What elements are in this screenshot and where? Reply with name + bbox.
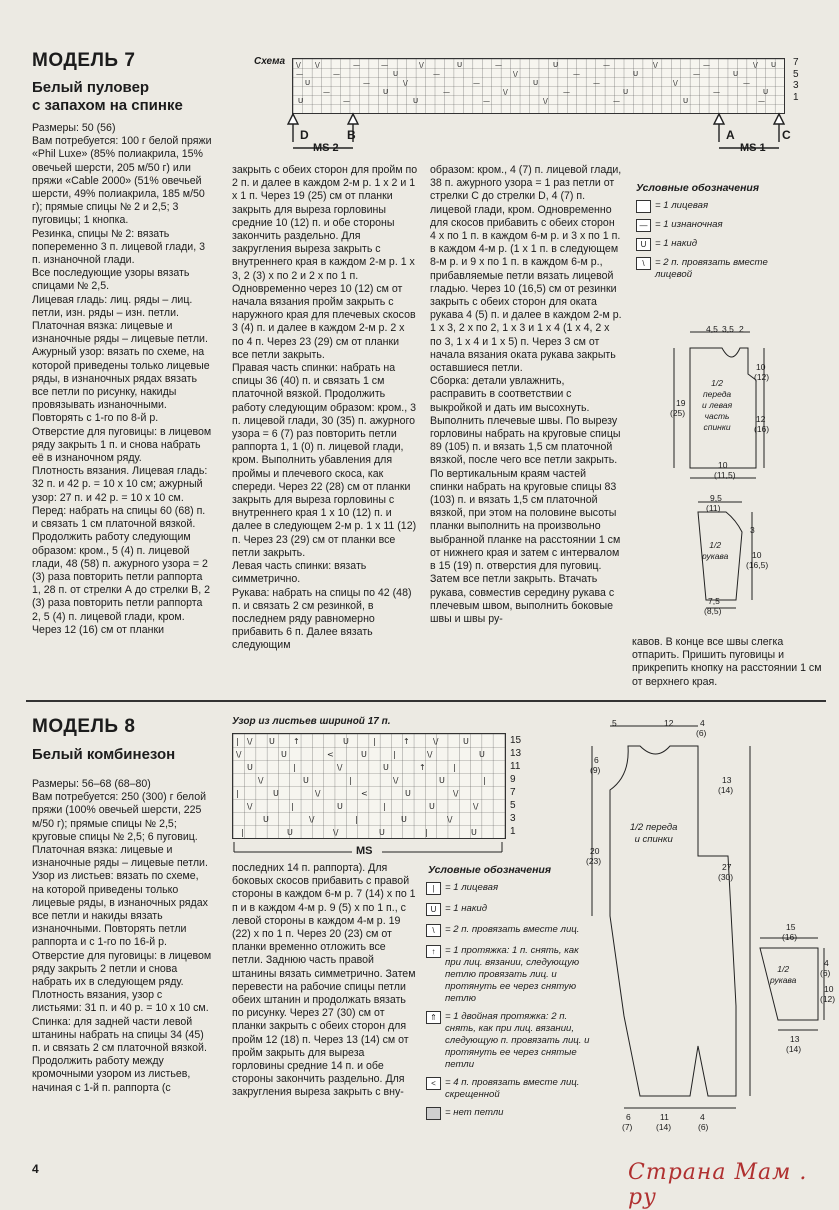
body-bottom-dim: (6) <box>698 1122 709 1132</box>
body-top-dim: 4 <box>700 718 705 728</box>
model8-chart-title: Узор из листьев шириной 17 п. <box>232 716 391 727</box>
svg-text:—: — <box>703 61 710 69</box>
k2tog-symbol-icon: \ <box>636 257 651 270</box>
svg-text:U: U <box>401 815 407 824</box>
body-right-dim: 27 <box>722 862 732 872</box>
svg-text:U: U <box>298 97 304 105</box>
page-number: 4 <box>32 1162 39 1176</box>
body-right-dim: 13 <box>722 775 732 785</box>
model8-subtitle: Белый комбинезон <box>32 746 176 763</box>
svg-text:\/: \/ <box>393 776 399 785</box>
svg-text:—: — <box>693 70 700 78</box>
svg-text:—: — <box>323 88 330 96</box>
body-bottom-dim: (7) <box>622 1122 633 1132</box>
svg-text:U: U <box>263 815 269 824</box>
svg-text:\/: \/ <box>315 61 320 69</box>
ms1-label: MS 1 <box>740 142 766 154</box>
sleeve-bottom-dim: (8,5) <box>704 606 722 616</box>
ms2-label: MS 2 <box>313 142 339 154</box>
svg-text:\/: \/ <box>473 802 479 811</box>
svg-text:U: U <box>553 61 559 69</box>
sleeve-right-dim: 10 <box>752 550 762 560</box>
body-bottom-dim: 6 <box>626 1112 631 1122</box>
legend-item: \ = 2 п. провязать вместе лицевой <box>636 257 826 281</box>
svg-text:\/: \/ <box>309 815 315 824</box>
svg-text:U: U <box>269 737 275 746</box>
svg-text:\/: \/ <box>653 61 658 69</box>
legend-item: — = 1 изнаночная <box>636 219 826 232</box>
svg-text:—: — <box>573 70 580 78</box>
model8-legend <box>426 882 596 1120</box>
purl-symbol-icon: — <box>636 219 651 232</box>
svg-text:U: U <box>771 61 777 69</box>
m8-sleeve-top-dim: (16) <box>782 932 798 942</box>
body-bottom-dim: 4 <box>700 1112 705 1122</box>
svg-text:U: U <box>383 88 389 96</box>
model7-column-1: Размеры: 50 (56) Вам потребуется: 100 г белой пряжи «Phil Luxe» (85% полиакрила, 15% овечьей шерсти, 205 м/50 г) или пряжи «Cable 2000» (51% овечьей шерсти, 49% полиакрила, 185 м/50 г); прямые спицы № 2 и 2,5; 3 пуговицы; 1 кнопка. Резинка, спицы № 2: вязать попеременно 3 п. лицевой глади, 3 п. изнаночной глади. Все последующие узоры вязать спицами № 2,5. Лицевая гладь: лиц. ряды – лиц. петли, изн. ряды – изн. петли. Платочная вязка: лицевые и изнаночные ряды – лицевые петли. Ажурный узор: вязать по схеме, на которой приведены только лицевые ряды, в изнаночных рядах вязать все петли по рисунку, накиды провязывать изнаночными. Повторять с 1-го по 8-й р. Отверстие для пуговицы: в лицевом ряду закрыть 1 п. и снова набрать её в изнаночном ряду. Плотность вязания. Лицевая гладь: 32 п. и 42 р. = 10 х 10 см; ажурный узор: 27 п. и 42 р. = 10 х 10 см. Перед: набрать на спицы 60 (68) п. и связать 1 см платочной вязкой. Продолжить работу следующим образом: кром., 5 (4) п. лицевой глади, 48 (58) п. ажурного узора = 2 (3) раза повторить петли раппорта 1, 28 п. от стрелки А до стрелки В, 2 (3) раза повторить петли раппорта 2, 5 (4) п. лицевой глади, кром. Через 12 (16) см от планки <box>32 122 212 636</box>
svg-text:—: — <box>296 70 303 78</box>
sleeve-bottom-dim: 7,5 <box>708 596 720 606</box>
svg-text:U: U <box>247 763 253 772</box>
legend-item: = 1 лицевая <box>636 200 826 213</box>
svg-text:—: — <box>343 97 350 105</box>
model8-column-1: Размеры: 56–68 (68–80) Вам потребуется: 250 (300) г белой пряжи (100% овечьей шерсти, 225 м/50 г); прямые спицы № 2,5; круговые спицы № 2,5; 6 пуговиц. Платочная вязка: лицевые и изнаночные ряды – лицевые петли. Узор из листьев: вязать по схеме, на которой приведены только лицевые ряды, в изнаночных рядах все петли и накиды вязать изнаночными. Повторять петли раппорта и с 1-го по 16-й р. Отверстие для пуговицы: в лицевом ряду закрыть 2 петли и снова набрать их в следующем ряду. Плотность вязания, узор с листьями: 31 п. и 40 р. = 10 х 10 см. Спинка: для задней части левой штанины набрать на спицы 34 (45) п. и связать 2 см платочной вязкой. Продолжить работу между кромочными узором из листьев, начиная с 1-й п. раппорта (с <box>32 778 212 1094</box>
k2tog-symbol-icon: \ <box>426 924 441 937</box>
m8-sleeve-right-dim: (12) <box>820 994 836 1004</box>
yarn-over-symbol-icon: U <box>636 238 651 251</box>
svg-text:\/: \/ <box>403 79 408 87</box>
svg-text:\/: \/ <box>753 61 758 69</box>
body-right-dim: (30) <box>718 872 734 882</box>
m8-sleeve-pattern-label: 1/2 рукава <box>770 964 797 985</box>
svg-text:↑: ↑ <box>419 763 426 772</box>
model7-subtitle-1: Белый пуловер <box>32 79 150 96</box>
svg-text:|: | <box>425 828 428 837</box>
row-number: 1 <box>510 826 516 837</box>
model7-stitch-chart <box>292 58 785 114</box>
m8-sleeve-right-dim: 4 <box>824 958 829 968</box>
model7-title: МОДЕЛЬ 7 <box>32 50 136 71</box>
svg-text:—: — <box>603 61 610 69</box>
row-number: 3 <box>793 80 799 91</box>
model8-stitch-grid <box>233 734 505 838</box>
model8-stitch-chart <box>232 733 506 839</box>
skpo-symbol-icon: ↑ <box>426 945 441 958</box>
svg-text:|: | <box>291 802 294 811</box>
model7-sleeve-pattern <box>680 490 800 620</box>
svg-text:—: — <box>363 79 370 87</box>
body-pattern-label: 1/2 переда и спинки <box>630 822 678 845</box>
svg-text:U: U <box>281 750 287 759</box>
body-left-dim: (9) <box>590 765 601 775</box>
body-top-dim: 12 <box>664 718 674 728</box>
svg-text:—: — <box>381 61 388 69</box>
model7-subtitle-2: с запахом на спинке <box>32 97 183 114</box>
svg-text:U: U <box>405 789 411 798</box>
model7-legend-title: Условные обозначения <box>636 182 760 194</box>
svg-text:—: — <box>593 79 600 87</box>
sleeve-pattern-label: 1/2 рукава <box>702 540 729 561</box>
svg-text:U: U <box>763 88 769 96</box>
svg-text:\/: \/ <box>296 61 301 69</box>
row-number: 13 <box>510 748 522 759</box>
double-skpo-symbol-icon: ⇑ <box>426 1011 441 1024</box>
svg-text:\/: \/ <box>447 815 453 824</box>
svg-text:U: U <box>361 750 367 759</box>
svg-text:—: — <box>473 79 480 87</box>
svg-text:U: U <box>623 88 629 96</box>
front-right-dim: 10 <box>756 362 766 372</box>
svg-text:\/: \/ <box>513 70 518 78</box>
legend-item: ↑ = 1 протяжка: 1 п. снять, как при лиц. вязании, следующую петлю провязать лиц. и протянуть ее через снятую петлю <box>426 945 596 1005</box>
front-right-dim: (12) <box>754 372 770 382</box>
svg-text:U: U <box>439 776 445 785</box>
row-number: 15 <box>510 735 522 746</box>
m8-sleeve-right-dim: 10 <box>824 984 834 994</box>
svg-text:|: | <box>355 815 358 824</box>
row-number: 11 <box>510 761 521 772</box>
svg-text:—: — <box>563 88 570 96</box>
front-right-dim: 12 <box>756 414 766 424</box>
model8-column-2: последних 14 п. раппорта). Для боковых скосов прибавить с правой стороны в каждом 6-м р. 7 (14) х по 1 п и в каждом 4-м р. 9 (5) х по 1 п., с левой стороны в каждом 4-м р. 19 (22) х по 1 п. Через 20 (23) см от планки временно отложить все петли. Заднюю часть правой штанины вязать симметрично. Затем перевести на рабочие спицы петли обеих штанин и продолжать вязать по рисунку. Через 27 (30) см от планки закрыть с обеих сторон для пройм 12 (18) п. Через 13 (14) см от пройм закрыть для выреза горловины средние 14 п. и обе стороны закончить раздельно. Для закругления выреза закрыть с вну- <box>232 862 416 1099</box>
model7-row-numbers <box>793 57 799 103</box>
front-bottom-dim: (11,5) <box>714 470 736 480</box>
model7-front-pattern <box>660 318 830 486</box>
body-left-dim: 6 <box>594 755 599 765</box>
m8-sleeve-top-dim: 15 <box>786 922 796 932</box>
row-number: 5 <box>793 68 799 80</box>
arrow-label-c: C <box>782 128 791 142</box>
svg-text:—: — <box>483 97 490 105</box>
sleeve-top-dim: (11) <box>706 503 721 513</box>
svg-text:—: — <box>333 70 340 78</box>
svg-text:|: | <box>236 737 239 746</box>
svg-text:U: U <box>479 750 485 759</box>
svg-text:—: — <box>353 61 360 69</box>
svg-text:U: U <box>633 70 639 78</box>
row-number: 1 <box>793 91 799 103</box>
arrow-label-b: B <box>347 128 356 142</box>
svg-text:U: U <box>429 802 435 811</box>
m8-sleeve-right-dim: (6) <box>820 968 831 978</box>
model7-stitch-grid <box>293 59 784 113</box>
svg-text:—: — <box>743 79 750 87</box>
front-top-dim: 4,5 <box>706 324 718 334</box>
svg-text:U: U <box>533 79 539 87</box>
site-watermark: Страна Мам . ру <box>628 1160 808 1210</box>
front-right-dim: (16) <box>754 424 770 434</box>
legend-item: U = 1 накид <box>426 903 596 916</box>
svg-text:|: | <box>383 802 386 811</box>
svg-text:U: U <box>379 828 385 837</box>
ms-label: MS <box>356 845 373 857</box>
svg-text:\/: \/ <box>673 79 678 87</box>
svg-text:\/: \/ <box>433 737 439 746</box>
row-number: 3 <box>510 813 516 824</box>
svg-text:U: U <box>393 70 399 78</box>
svg-text:U: U <box>305 79 311 87</box>
model7-legend <box>636 200 826 281</box>
knit-symbol-icon <box>636 200 651 213</box>
model7-chart-arrows <box>285 112 785 158</box>
front-top-dim: 3,5 <box>722 324 734 334</box>
front-top-dim: 2 <box>739 324 744 334</box>
body-bottom-dim: (14) <box>656 1122 672 1132</box>
svg-text:—: — <box>758 97 765 105</box>
body-left-dim: 20 <box>590 846 600 856</box>
svg-text:\/: \/ <box>419 61 424 69</box>
svg-text:U: U <box>457 61 463 69</box>
body-bottom-dim: 11 <box>660 1112 669 1122</box>
front-pattern-label: 1/2 переда и левая часть спинки <box>702 378 733 432</box>
front-left-dim: (25) <box>670 408 686 418</box>
svg-text:—: — <box>613 97 620 105</box>
body-left-dim: (23) <box>586 856 602 866</box>
model8-legend-title: Условные обозначения <box>428 864 552 876</box>
model7-schema-label: Схема <box>254 56 286 67</box>
svg-text:|: | <box>483 776 486 785</box>
svg-text:U: U <box>471 828 477 837</box>
svg-text:\/: \/ <box>315 789 321 798</box>
svg-text:U: U <box>683 97 689 105</box>
svg-text:<: < <box>361 789 368 798</box>
svg-text:\/: \/ <box>236 750 242 759</box>
svg-text:|: | <box>393 750 396 759</box>
svg-text:|: | <box>241 828 244 837</box>
model8-row-numbers <box>510 734 521 838</box>
body-top-dim: 5 <box>612 718 617 728</box>
svg-text:\/: \/ <box>427 750 433 759</box>
svg-text:|: | <box>293 763 296 772</box>
legend-item: \ = 2 п. провязать вместе лиц. <box>426 924 596 937</box>
svg-text:|: | <box>236 789 239 798</box>
svg-text:\/: \/ <box>337 763 343 772</box>
model8-title: МОДЕЛЬ 8 <box>32 716 136 737</box>
svg-text:\/: \/ <box>258 776 264 785</box>
svg-text:—: — <box>713 88 720 96</box>
svg-text:U: U <box>303 776 309 785</box>
legend-item: = нет петли <box>426 1107 596 1120</box>
body-right-dim: (14) <box>718 785 734 795</box>
row-number: 7 <box>793 57 799 68</box>
row-number: 5 <box>510 800 516 811</box>
svg-text:U: U <box>733 70 739 78</box>
svg-text:U: U <box>337 802 343 811</box>
svg-text:U: U <box>463 737 469 746</box>
svg-text:U: U <box>343 737 349 746</box>
legend-item: | = 1 лицевая <box>426 882 596 895</box>
sleeve-right-dim: 3 <box>750 525 755 535</box>
svg-text:|: | <box>349 776 352 785</box>
m8-sleeve-bottom-dim: 13 <box>790 1034 800 1044</box>
svg-text:U: U <box>273 789 279 798</box>
svg-text:\/: \/ <box>333 828 339 837</box>
k4tog-symbol-icon: < <box>426 1077 441 1090</box>
svg-text:|: | <box>453 763 456 772</box>
svg-text:↑: ↑ <box>293 737 300 746</box>
front-bottom-dim: 10 <box>718 460 728 470</box>
svg-text:—: — <box>495 61 502 69</box>
svg-text:U: U <box>383 763 389 772</box>
sleeve-top-dim: 9,5 <box>710 493 722 503</box>
arrow-label-a: A <box>726 128 735 142</box>
svg-text:—: — <box>443 88 450 96</box>
no-stitch-symbol-icon <box>426 1107 441 1120</box>
legend-item: U = 1 накид <box>636 238 826 251</box>
svg-text:↑: ↑ <box>403 737 410 746</box>
svg-text:\/: \/ <box>247 802 253 811</box>
front-left-dim: 19 <box>676 398 686 408</box>
row-number: 9 <box>510 774 516 785</box>
knit-symbol-icon: | <box>426 882 441 895</box>
sleeve-right-dim: (16,5) <box>746 560 769 570</box>
svg-text:<: < <box>327 750 334 759</box>
arrow-label-d: D <box>300 128 309 142</box>
svg-text:|: | <box>373 737 376 746</box>
legend-item: < = 4 п. провязать вместе лиц. скрещенной <box>426 1077 596 1101</box>
model7-column-3: образом: кром., 4 (7) п. лицевой глади, 38 п. ажурного узора = 1 раз петли от стрелки С до стрелки D, 4 (7) п. лицевой глади, кром. Одновременно для скосов прибавить с обеих сторон 4 х по 1 п. в каждом 6-м р. и 3 х по 1 п. в каждом 4-м р. (1 х 1 п. в следующем 8-м р. и 9 х по 1 п. в каждом 6-м р., прибавляемые петли вязать лицевой гладью. Через 10 (16,5) см от резинки закрыть с обеих сторон для оката рукава 4 (5) п. и далее в каждом 2-м р. 1 х 3, 2 х по 2, 1 х 3 и 1 х 4 (1 х 4, 2 х по 3, 1 х 4 и 1 х 5) п. Через 3 см от начала вязания оката рукава закрыть оставшиеся петли. Сборка: детали увлажнить, расправить в соответствии с выкройкой и дать им высохнуть. Выполнить плечевые швы. По вырезу горловины набрать на круговые спицы 89 (105) п. и вязать 1,5 см платочной вязкой, после чего все петли закрыть. По вертикальным краям частей спинки набрать на круговые спицы 83 (103) п. и вязать 1,5 см платочной вязкой, при этом на половине высоты планки выполнить на произвольно выбранной планке на расстоянии 1 см от нижнего края и затем с интервалом в 15 (19) п. отверстия для пуговиц. Затем все петли закрыть. Втачать рукава, совместив середину рукава с плечевым швом, выполнить боковые швы и швы ру- <box>430 164 622 625</box>
svg-text:\/: \/ <box>453 789 459 798</box>
m8-sleeve-bottom-dim: (14) <box>786 1044 802 1054</box>
yarn-over-symbol-icon: U <box>426 903 441 916</box>
svg-text:\/: \/ <box>247 737 253 746</box>
row-number: 7 <box>510 787 516 798</box>
body-top-dim: (6) <box>696 728 707 738</box>
svg-text:\/: \/ <box>503 88 508 96</box>
model7-column-4: кавов. В конце все швы слегка отпарить. Пришить пуговицы и прикрепить кнопку на расстоянии 1 см от верхнего края. <box>632 636 822 688</box>
svg-text:U: U <box>413 97 419 105</box>
model7-column-2: закрыть с обеих сторон для пройм по 2 п. и далее в каждом 2-м р. 1 х 2 и 1 х 1 п. Через 19 (25) см от планки закрыть для выреза горловины средние 10 (12) п. и обе стороны закончить раздельно. Для закругления выреза закрыть с внутреннего края в каждом 2-м р. 1 х 3, 2 (3) х по 2 и 2 х по 1 п. Одновременно через 10 (12) см от начала вязания пройм закрыть с наружного края для плечевых скосов 3 (4) п. и далее в каждом 2-м р. 2 х по 4 п. Через 23 (29) см от планки все петли закрыть. Правая часть спинки: набрать на спицы 36 (40) п. и связать 1 см платочной вязкой. Продолжить работу следующим образом: кром., 3 п. лицевой глади, 30 (35) п. ажурного узора = 6 (7) раз повторить петли раппорта 1, 1 (0) п. лицевой глади, кром. Выполнить убавления для проймы и плечевого скоса, как спереди. Через 22 (28) см от планки закрыть для выреза горловины с внутреннего края 1 х 10 (12) п. и далее в следующем 2-м р. 1 х 11 (12) п. Через 23 (29) см от планки все петли закрыть. Левая часть спинки: вязать симметрично. Рукава: набрать на спицы по 42 (48) п. и связать 2 см резинкой, в последнем ряду равномерно прибавить 6 п. Далее вязать следующим <box>232 164 418 652</box>
svg-text:U: U <box>287 828 293 837</box>
svg-text:—: — <box>433 70 440 78</box>
legend-item: ⇑ = 1 двойная протяжка: 2 п. снять, как при лиц. вязании, следующую п. провязать лиц. и протянуть ее через снятые петли <box>426 1011 596 1071</box>
section-divider <box>26 700 826 702</box>
svg-text:\/: \/ <box>543 97 548 105</box>
